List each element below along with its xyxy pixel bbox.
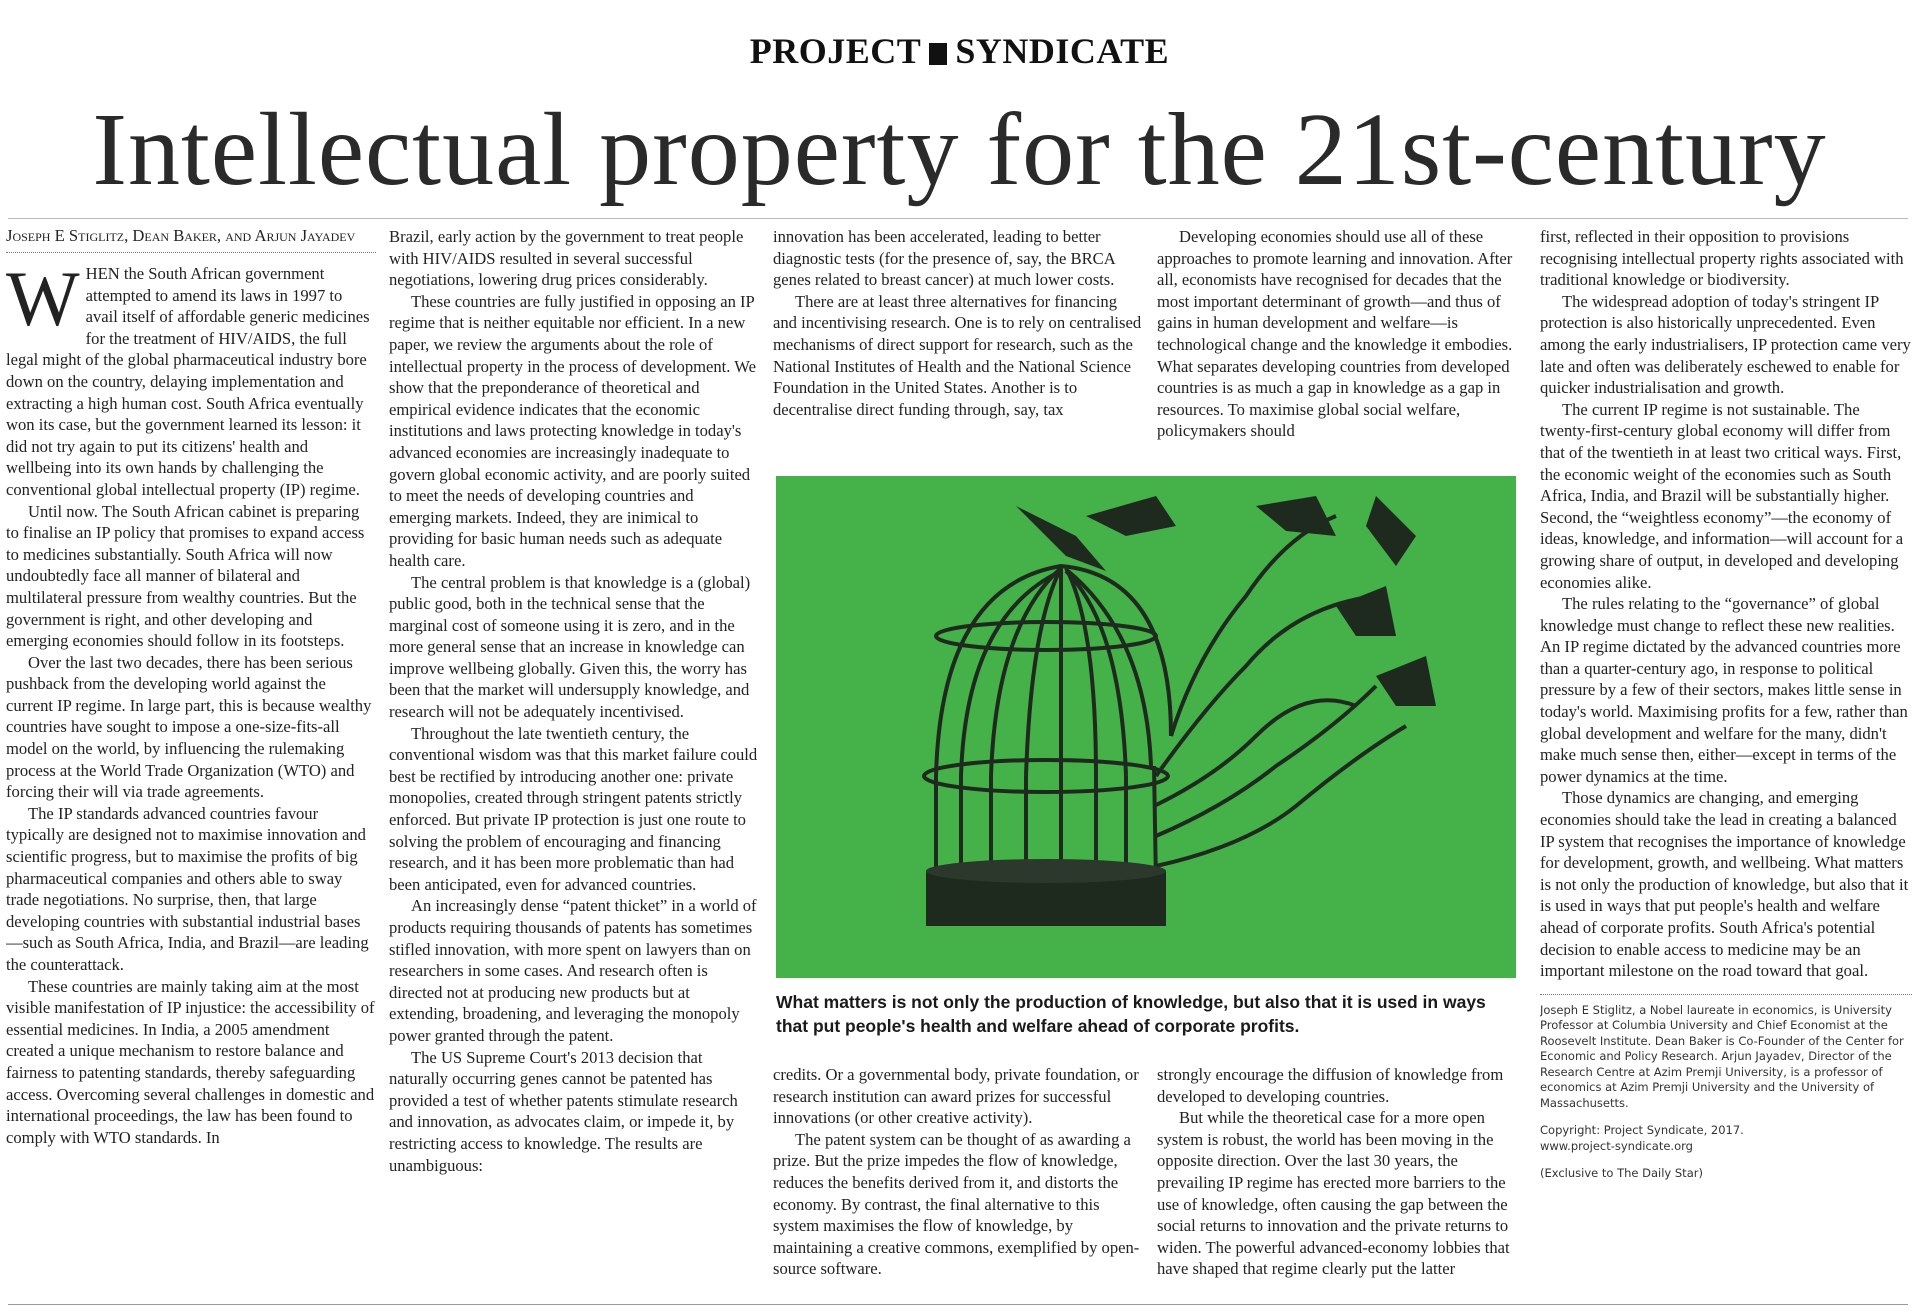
paragraph: Developing economies should use all of these approaches to promote learning and innovation. After all, economists have recognised for decades that the most important determinant of growth—and thus of gains in human development and welfare—is technological change and the knowledge it embodies. What separates developing countries from developed countries is as much a gap in knowledge as a gap in resources. To maximise global social welfare, policymakers should [1157, 227, 1513, 441]
paragraph: Over the last two decades, there has been serious pushback from the developing world against the current IP regime. In large part, this is because wealthy countries have sought to impose a one-size-fits-all model on the world, by influencing the rulemaking process at the World Trade Organization (WTO) and forcing their will via trade agreements. [6, 652, 372, 802]
paragraph: Throughout the late twentieth century, the conventional wisdom was that this market failure could best be rectified by introducing another one: private monopolies, created through stringent patents strictly enforced. But private IP protection is just one route to solving the problem of encouraging and financing research, and it has been more problematic than had been anticipated, even for advanced countries. [389, 723, 758, 894]
paragraph: These countries are mainly taking aim at the most visible manifestation of IP injustice: the accessibility of essential medicines. In India, a 2005 amendment created a unique mechanism to restore balance and fairness to patenting standards, thereby safeguarding access. Overcoming several challenges in domestic and international proceedings, the law has been found to comply with WTO standards. In [6, 976, 375, 1147]
paragraph: The widespread adoption of today's stringent IP protection is also historically unprecedented. Even among the early industrialisers, IP protection came very late and often was deliberately eschewed to enable for quicker industrialisation and growth. [1540, 291, 1911, 398]
author-bio [1540, 994, 1912, 1182]
paragraph: first, reflected in their opposition to provisions recognising intellectual property rights associated with traditional knowledge or biodiversity. [1540, 227, 1904, 290]
paragraph: The central problem is that knowledge is a (global) public good, both in the technical sense that the marginal cost of someone using it is zero, and in the more general sense that an increase in knowledge can improve wellbeing globally. Given this, the worry has been that the market will undersupply knowledge, and research will not be adequately incentivised. [389, 572, 751, 722]
paragraph: strongly encourage the diffusion of knowledge from developed to developing countries. [1157, 1065, 1504, 1106]
column-3-top [773, 226, 1143, 461]
divider [8, 1304, 1908, 1305]
paragraph: Brazil, early action by the government to treat people with HIV/AIDS resulted in several successful negotiations, lowering drug prices considerably. [389, 227, 744, 290]
paragraph: innovation has been accelerated, leading to better diagnostic tests (for the presence of, say, the BRCA genes related to breast cancer) at much lower costs. [773, 227, 1115, 290]
column-4-top [1157, 226, 1527, 461]
column-5 [1540, 226, 1912, 1296]
paragraph: The US Supreme Court's 2013 decision that naturally occurring genes cannot be patented has provided a test of whether patents stimulate research and innovation, as advocates claim, or impede it, by restricting access to knowledge. The results are unambiguous: [389, 1047, 738, 1175]
paragraph: Until now. The South African cabinet is preparing to finalise an IP policy that promises to expand access to medicines substantially. South Africa will now undoubtedly face all manner of bilateral and multilateral pressure from wealthy countries. But the government is right, and other developing and emerging economies should follow in its footsteps. [6, 501, 365, 651]
dropcap: W [6, 255, 80, 342]
paragraph: These countries are fully justified in opposing an IP regime that is neither equitable nor efficient. In a new paper, we review the arguments about the role of intellectual property in the process of development. We show that the preponderance of theoretical and empirical evidence indicates that the economic institutions and laws protecting knowledge in today's advanced economies are increasingly inadequate to govern global economic activity, and are poorly suited to meet the needs of developing countries and emerging markets. Indeed, they are inimical to providing for basic human needs such as adequate health care. [389, 291, 756, 570]
paragraph: The IP standards advanced countries favour typically are designed not to maximise innovation and scientific progress, but to maximise the profits of big pharmaceutical companies and others able to sway trade negotiations. No surprise, then, that large developing countries with substantial industrial bases—such as South Africa, India, and Brazil—are leading the counterattack. [6, 803, 369, 974]
bio-text: Joseph E Stiglitz, a Nobel laureate in economics, is University Professor at Columbia University and Chief Economist at the Roosevelt Institute. Dean Baker is Co-Founder of the Center for Economic and Policy Research. Arjun Jayadev, Director of the Research Centre at Azim Premji University, is a professor of economics at Azim Premji University and the University of Massachusetts. [1540, 1002, 1904, 1110]
paragraph: credits. Or a governmental body, private foundation, or research institution can award prizes for successful innovations (or other creative activity). [773, 1065, 1139, 1128]
copyright: Copyright: Project Syndicate, 2017. [1540, 1123, 1744, 1138]
masthead [0, 30, 1919, 72]
column-4-bottom [1157, 1064, 1527, 1304]
column-3-bottom [773, 1064, 1143, 1304]
birdcage-icon [776, 476, 1516, 978]
website-link: www.project-syndicate.org [1540, 1138, 1693, 1153]
paragraph: The rules relating to the “governance” of global knowledge must change to reflect these new realities. An IP regime dictated by the advanced countries more than a quarter-century ago, in response to political pressure by a few of their sectors, makes little sense in today's world. Maximising profits for a few, rather than global development and welfare for the many, didn't make much sense then, either—except in terms of the power dynamics at the time. [1540, 594, 1908, 786]
newspaper-icon [929, 43, 947, 65]
copyright-block [1540, 1123, 1912, 1154]
illustration [776, 476, 1516, 978]
paragraph: There are at least three alternatives for financing and incentivising research. One is to rely on centralised mechanisms of direct support for research, such as the National Institutes of Health and the National Science Foundation in the United States. Another is to decentralise direct funding through, say, tax [773, 291, 1142, 419]
byline: Joseph E Stiglitz, Dean Baker, and Arjun Jayadev [6, 226, 376, 253]
exclusive-note: (Exclusive to The Daily Star) [1540, 1166, 1703, 1181]
masthead-right: SYNDICATE [955, 31, 1170, 71]
column-2 [389, 226, 759, 1296]
headline: Intellectual property for the 21st-century [92, 92, 1827, 207]
paragraph: An increasingly dense “patent thicket” in a world of products requiring thousands of patents has sometimes stifled innovation, with more spent on lawyers than on researchers in some cases. And research often is directed not at producing new products but at extending, broadening, and leveraging the monopoly power granted through the patent. [389, 896, 757, 1045]
paragraph: HEN the South African government attempted to amend its laws in 1997 to avail itself of affordable generic medicines for the treatment of HIV/AIDS, the full legal might of the global pharmaceutical industry bore down on the country, delaying implementation and extracting a high human cost. South Africa eventually won its case, but the government learned its lesson: it did not try again to put its citizens' health and wellbeing into its own hands by challenging the conventional global intellectual property (IP) regime. [6, 264, 370, 499]
column-1 [6, 226, 376, 1296]
masthead-left: PROJECT [749, 31, 922, 71]
paragraph: But while the theoretical case for a more open system is robust, the world has been moving in the opposite direction. Over the last 30 years, the prevailing IP regime has erected more barriers to the use of knowledge, often causing the gap between the social returns to innovation and the private returns to widen. The powerful advanced-economy lobbies that have shaped that regime clearly put the latter [1157, 1108, 1510, 1279]
paragraph: Those dynamics are changing, and emerging economies should take the lead in creating a balanced IP system that recognises the importance of knowledge for development, growth, and wellbeing. What matters is not only the production of knowledge, but also that it is used in ways that put people's health and welfare ahead of corporate profits. South Africa's potential decision to enable access to medicine may be an important milestone on the road toward that goal. [1540, 788, 1909, 981]
paragraph: The current IP regime is not sustainable. The twenty-first-century global economy will differ from that of the twentieth in at least two critical ways. First, the economic weight of the economies such as South Africa, India, and Brazil will be substantially higher. Second, the “weightless economy”—the economy of ideas, knowledge, and information—will account for a growing share of output, in developed and developing economies alike. [1540, 399, 1904, 592]
image-caption: What matters is not only the production of knowledge, but also that it is used in ways that put people's health and welfare ahead of corporate profits. [776, 992, 1486, 1036]
paragraph: The patent system can be thought of as awarding a prize. But the prize impedes the flow of knowledge, reduces the benefits derived from it, and distorts the economy. By contrast, the final alternative to this system maximises the flow of knowledge, by maintaining a creative commons, exemplified by open-source software. [773, 1129, 1140, 1279]
divider [8, 218, 1908, 219]
